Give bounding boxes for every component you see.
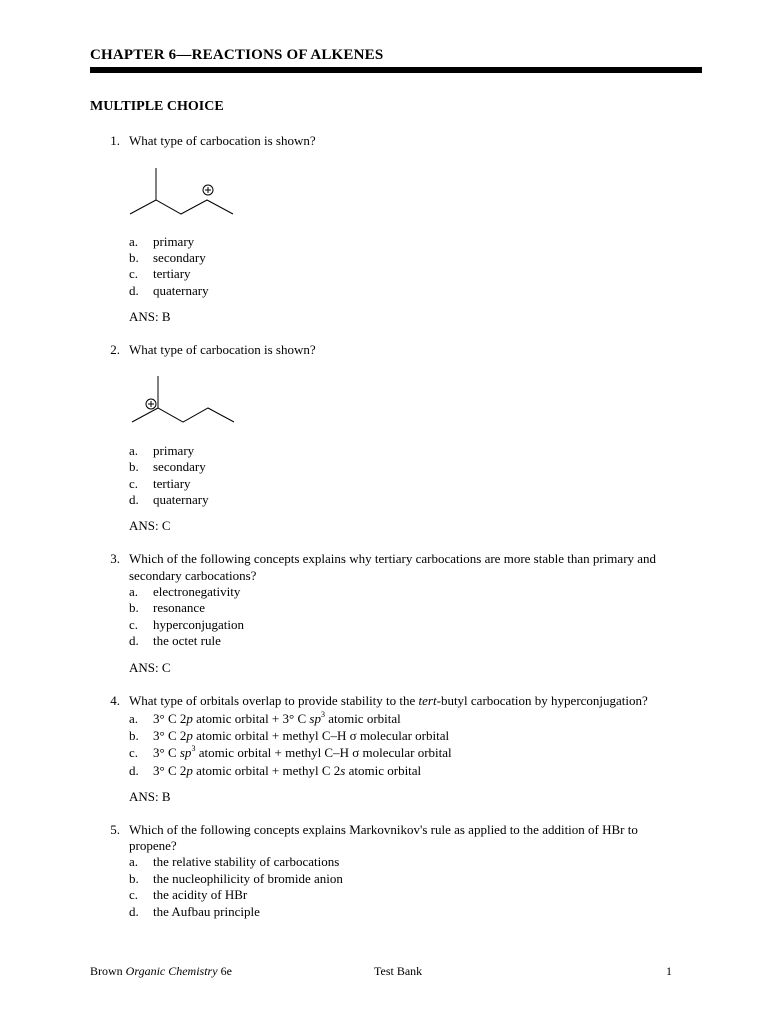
option-letter: c. bbox=[129, 887, 139, 902]
footer-book-title: Brown Organic Chemistry 6e bbox=[90, 964, 232, 978]
question-number: 3. bbox=[110, 551, 120, 566]
question-text: What type of carbocation is shown? bbox=[129, 342, 316, 357]
question-text-line-1: Which of the following concepts explains why tertiary carbocations are more stable than primary and bbox=[129, 551, 657, 566]
option-text: 3° C 2p atomic orbital + methyl C–H σ molecular orbital bbox=[153, 728, 450, 743]
option-text: the acidity of HBr bbox=[153, 887, 248, 902]
question-number: 2. bbox=[110, 342, 120, 357]
option-letter: a. bbox=[129, 234, 139, 249]
answer: ANS: C bbox=[129, 660, 171, 675]
option-letter: c. bbox=[129, 745, 139, 760]
question-text-line-2: propene? bbox=[129, 838, 177, 853]
option-letter: d. bbox=[129, 763, 139, 778]
option-text: the Aufbau principle bbox=[153, 904, 260, 919]
question-text: What type of carbocation is shown? bbox=[129, 133, 316, 148]
option-letter: d. bbox=[129, 492, 139, 507]
option-text: electronegativity bbox=[153, 584, 241, 599]
option-letter: d. bbox=[129, 633, 139, 648]
section-title: MULTIPLE CHOICE bbox=[90, 99, 224, 114]
question-number: 1. bbox=[110, 133, 120, 148]
option-text: primary bbox=[153, 234, 195, 249]
footer-center: Test Bank bbox=[374, 964, 423, 978]
option-letter: c. bbox=[129, 617, 139, 632]
answer: ANS: B bbox=[129, 309, 171, 324]
question-number: 5. bbox=[110, 822, 120, 837]
option-text: 3° C $sp^3$ atomic orbital + methyl C–H σ molecular orbital bbox=[153, 743, 452, 760]
question-number: 4. bbox=[110, 693, 120, 708]
carbocation-structure-1 bbox=[126, 162, 240, 220]
page-number: 1 bbox=[666, 964, 672, 978]
option-text: secondary bbox=[153, 250, 206, 265]
option-letter: d. bbox=[129, 904, 139, 919]
option-text: primary bbox=[153, 443, 195, 458]
option-letter: c. bbox=[129, 476, 139, 491]
option-letter: b. bbox=[129, 250, 139, 265]
answer: ANS: C bbox=[129, 518, 171, 533]
option-text: hyperconjugation bbox=[153, 617, 244, 632]
option-text: 3° C 2p atomic orbital + 3° C $sp^3$ atomic orbital bbox=[153, 709, 401, 726]
option-text: secondary bbox=[153, 459, 206, 474]
option-letter: d. bbox=[129, 283, 139, 298]
question-text-line-1: Which of the following concepts explains Markovnikov's rule as applied to the addition of HBr to bbox=[129, 822, 638, 837]
option-letter: c. bbox=[129, 266, 139, 281]
option-text: quaternary bbox=[153, 283, 209, 298]
option-text: quaternary bbox=[153, 492, 209, 507]
question-text-line-2: secondary carbocations? bbox=[129, 568, 257, 583]
option-text: the octet rule bbox=[153, 633, 221, 648]
option-letter: a. bbox=[129, 443, 139, 458]
option-text: tertiary bbox=[153, 476, 191, 491]
option-text: 3° C 2p atomic orbital + methyl C 2s atomic orbital bbox=[153, 763, 422, 778]
option-text: resonance bbox=[153, 600, 205, 615]
option-letter: b. bbox=[129, 728, 139, 743]
option-text: the nucleophilicity of bromide anion bbox=[153, 871, 343, 886]
chapter-title: CHAPTER 6—REACTIONS OF ALKENES bbox=[90, 47, 384, 63]
answer: ANS: B bbox=[129, 789, 171, 804]
option-letter: b. bbox=[129, 871, 139, 886]
question-text: What type of orbitals overlap to provide stability to the tert-butyl carbocation by hyperconjugation? bbox=[129, 693, 648, 708]
option-letter: a. bbox=[129, 711, 139, 726]
option-text: the relative stability of carbocations bbox=[153, 854, 340, 869]
option-letter: a. bbox=[129, 854, 139, 869]
option-letter: a. bbox=[129, 584, 139, 599]
option-text: tertiary bbox=[153, 266, 191, 281]
carbocation-structure-2 bbox=[126, 372, 242, 428]
option-letter: b. bbox=[129, 600, 139, 615]
option-letter: b. bbox=[129, 459, 139, 474]
header-rule bbox=[90, 67, 702, 73]
